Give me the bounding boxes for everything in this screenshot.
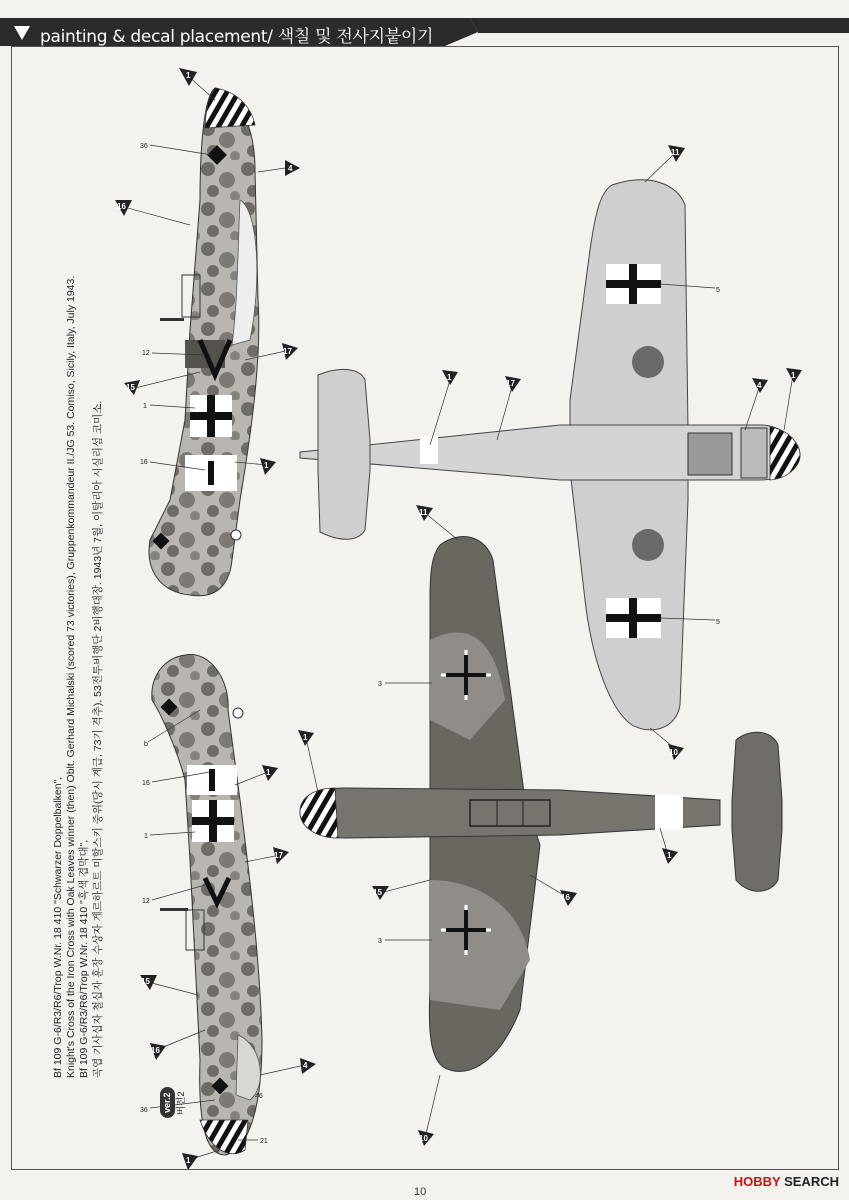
underside-view xyxy=(300,180,800,730)
svg-text:46: 46 xyxy=(255,1093,263,1100)
top-view xyxy=(300,537,782,1072)
svg-text:1: 1 xyxy=(143,403,147,410)
svg-text:16: 16 xyxy=(140,459,148,466)
caption-line-1: Bf 109 G-6/R3/R6/Trop W.Nr. 18 410 "Schwarzer Doppelbalken", xyxy=(52,776,64,1078)
svg-text:16: 16 xyxy=(151,1046,160,1055)
callout-11b xyxy=(416,505,433,521)
caption-line-3: Bf 109 G-6/R3/R6/Trop W.Nr. 18 410 "흑색 겹막대", xyxy=(78,839,91,1078)
version-badge: ver.2 버전2 xyxy=(160,1084,182,1118)
svg-text:3: 3 xyxy=(378,938,382,945)
page-title: painting & decal placement/ 색칠 및 전사지붙이기 xyxy=(40,27,434,47)
svg-text:1: 1 xyxy=(264,461,269,470)
svg-text:12: 12 xyxy=(142,898,150,905)
svg-text:17: 17 xyxy=(283,347,292,356)
svg-text:4: 4 xyxy=(303,1061,308,1070)
svg-text:16: 16 xyxy=(117,202,126,211)
svg-text:1: 1 xyxy=(186,1156,191,1165)
page-number: 10 xyxy=(414,1186,427,1198)
svg-text:16: 16 xyxy=(142,780,150,787)
svg-text:15: 15 xyxy=(126,383,135,392)
callout-10b xyxy=(418,1130,434,1146)
callout-10a xyxy=(668,744,684,760)
callout-17b xyxy=(273,847,289,864)
callout-1f xyxy=(786,368,802,383)
svg-text:1: 1 xyxy=(303,733,308,742)
watermark: HOBBY SEARCH xyxy=(733,1174,839,1189)
svg-text:36: 36 xyxy=(140,1107,148,1114)
svg-text:11: 11 xyxy=(419,508,428,517)
callout-4a xyxy=(285,160,300,176)
svg-text:b: b xyxy=(144,741,148,748)
svg-text:15: 15 xyxy=(141,977,150,986)
aircraft-caption xyxy=(52,38,192,1118)
callout-4c xyxy=(752,378,768,393)
svg-text:1: 1 xyxy=(791,371,796,380)
callout-15c xyxy=(372,886,389,900)
svg-text:16: 16 xyxy=(561,893,570,902)
svg-text:5: 5 xyxy=(716,287,720,294)
svg-text:15: 15 xyxy=(373,888,382,897)
callout-4b xyxy=(300,1058,316,1074)
callout-1c xyxy=(262,765,278,781)
callout-17a xyxy=(282,343,298,360)
svg-text:21: 21 xyxy=(260,1138,268,1145)
svg-text:17: 17 xyxy=(274,851,283,860)
svg-text:5: 5 xyxy=(716,619,720,626)
svg-text:12: 12 xyxy=(142,350,150,357)
callout-16c xyxy=(560,890,577,906)
svg-text:17: 17 xyxy=(506,379,515,388)
svg-text:4: 4 xyxy=(288,164,293,173)
svg-text:1: 1 xyxy=(144,833,148,840)
svg-text:1: 1 xyxy=(266,768,271,777)
caption-line-4: 곡엽 기사십자 철십자 훈장 수상자 게르하르트 미할스키 중위(당시 계급, 73기 격추), 53전투비행단 2비행대장. 1943년 7월, 이탈리아 시실리섬 코미소. xyxy=(91,400,104,1078)
svg-text:1: 1 xyxy=(667,851,672,860)
callout-1e xyxy=(442,370,458,385)
callout-1g xyxy=(298,730,314,746)
callout-11a xyxy=(668,145,685,162)
svg-text:3: 3 xyxy=(378,681,382,688)
svg-text:1: 1 xyxy=(447,373,452,382)
svg-text:1: 1 xyxy=(186,71,191,80)
svg-text:10: 10 xyxy=(669,748,678,757)
callout-1h xyxy=(662,848,678,864)
svg-text:4: 4 xyxy=(757,381,762,390)
callout-1b xyxy=(260,458,276,475)
caption-line-2: Knight's Cross of the Iron Cross with Oak Leaves winner (then) Oblt. Gerhard Michalski (scored 73 victories), Gruppenkommandeur II./JG 53. Comiso, Sicily, Italy, July 1943. xyxy=(65,275,78,1078)
svg-text:11: 11 xyxy=(671,148,680,157)
callout-17c xyxy=(505,376,521,392)
svg-text:10: 10 xyxy=(419,1134,428,1143)
svg-text:36: 36 xyxy=(140,143,148,150)
callout-1d xyxy=(182,1153,198,1170)
